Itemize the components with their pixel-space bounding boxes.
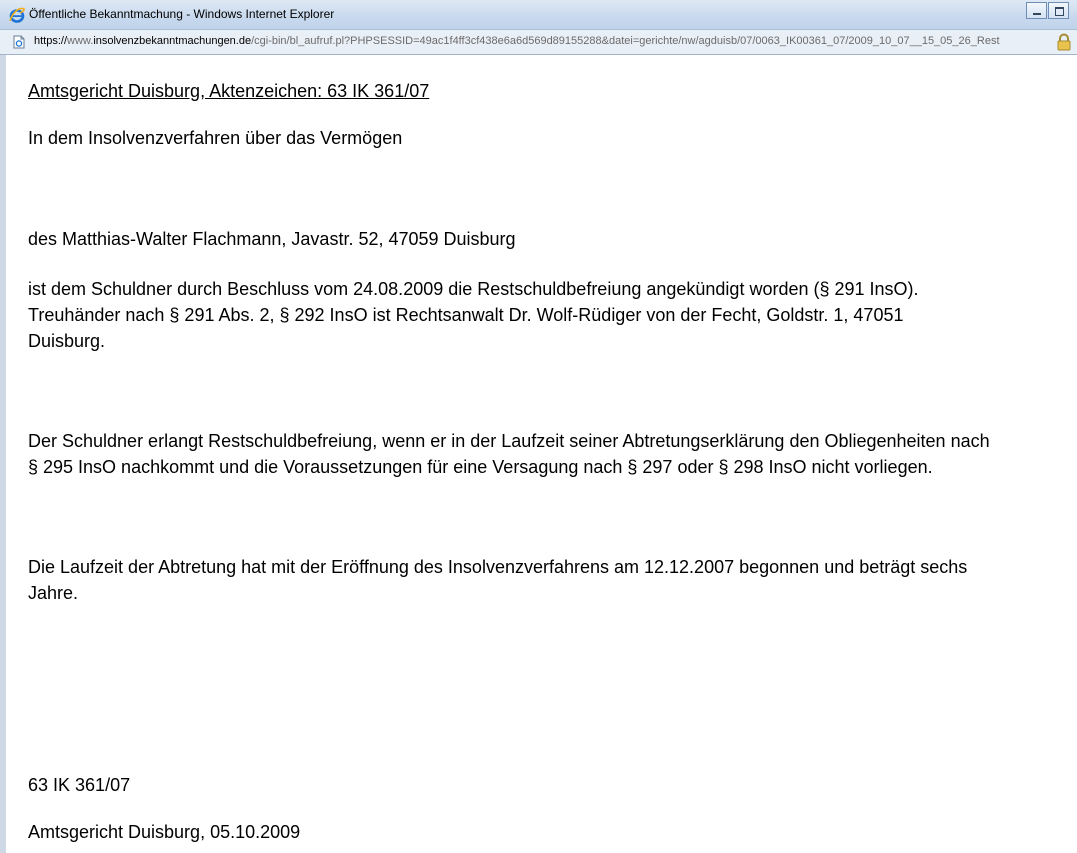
lock-icon[interactable] (1056, 33, 1072, 51)
address-bar[interactable] (0, 30, 1077, 55)
paragraph-line: Der Schuldner erlangt Restschuldbefreiung, wenn er in der Laufzeit seiner Abtretungserklärung den Obliegenheiten nach (28, 431, 990, 451)
debtor-text: des Matthias-Walter Flachmann, Javastr. 52, 47059 Duisburg (28, 229, 516, 249)
paragraph-line: Duisburg. (28, 331, 106, 351)
url-domain: insolvenzbekanntmachungen.de (93, 35, 252, 47)
url-path: /cgi-bin/bl_aufruf.pl?PHPSESSID=49ac1f4ff3cf438e6a6d569d89155288&datei=gerichte/nw/agduisb/07/0063_IK00361_07/2009_10_07__15_05_26_Rest (251, 35, 1000, 47)
minimize-button[interactable] (1026, 2, 1047, 19)
file-number: 63 IK 361/07 (28, 775, 131, 795)
page-icon (12, 35, 26, 49)
address-url[interactable] (34, 35, 1046, 47)
window-title: Öffentliche Bekanntmachung - Windows Internet Explorer (29, 7, 335, 21)
maximize-button[interactable] (1048, 2, 1069, 19)
paragraph-line: Treuhänder nach § 291 Abs. 2, § 292 InsO ist Rechtsanwalt Dr. Wolf-Rüdiger von der Fecht, Goldstr. 1, 47051 (28, 305, 904, 325)
signature-line: Amtsgericht Duisburg, 05.10.2009 (28, 822, 301, 842)
url-scheme: https:// (34, 35, 68, 47)
page-content (0, 55, 1077, 853)
window-controls (1026, 2, 1069, 19)
notice-heading: Amtsgericht Duisburg, Aktenzeichen: 63 IK 361/07 (28, 81, 430, 101)
url-www: www. (67, 35, 94, 47)
intro-text: In dem Insolvenzverfahren über das Vermögen (28, 128, 403, 148)
paragraph-line: § 295 InsO nachkommt und die Voraussetzungen für eine Versagung nach § 297 oder § 298 InsO nicht vorliegen. (28, 457, 933, 477)
paragraph-line: Jahre. (28, 583, 79, 603)
paragraph-line: ist dem Schuldner durch Beschluss vom 24.08.2009 die Restschuldbefreiung angekündigt worden (§ 291 InsO). (28, 279, 919, 299)
title-bar (0, 0, 1077, 30)
paragraph-line: Die Laufzeit der Abtretung hat mit der Eröffnung des Insolvenzverfahrens am 12.12.2007 begonnen und beträgt sechs (28, 557, 968, 577)
internet-explorer-icon (8, 6, 26, 24)
